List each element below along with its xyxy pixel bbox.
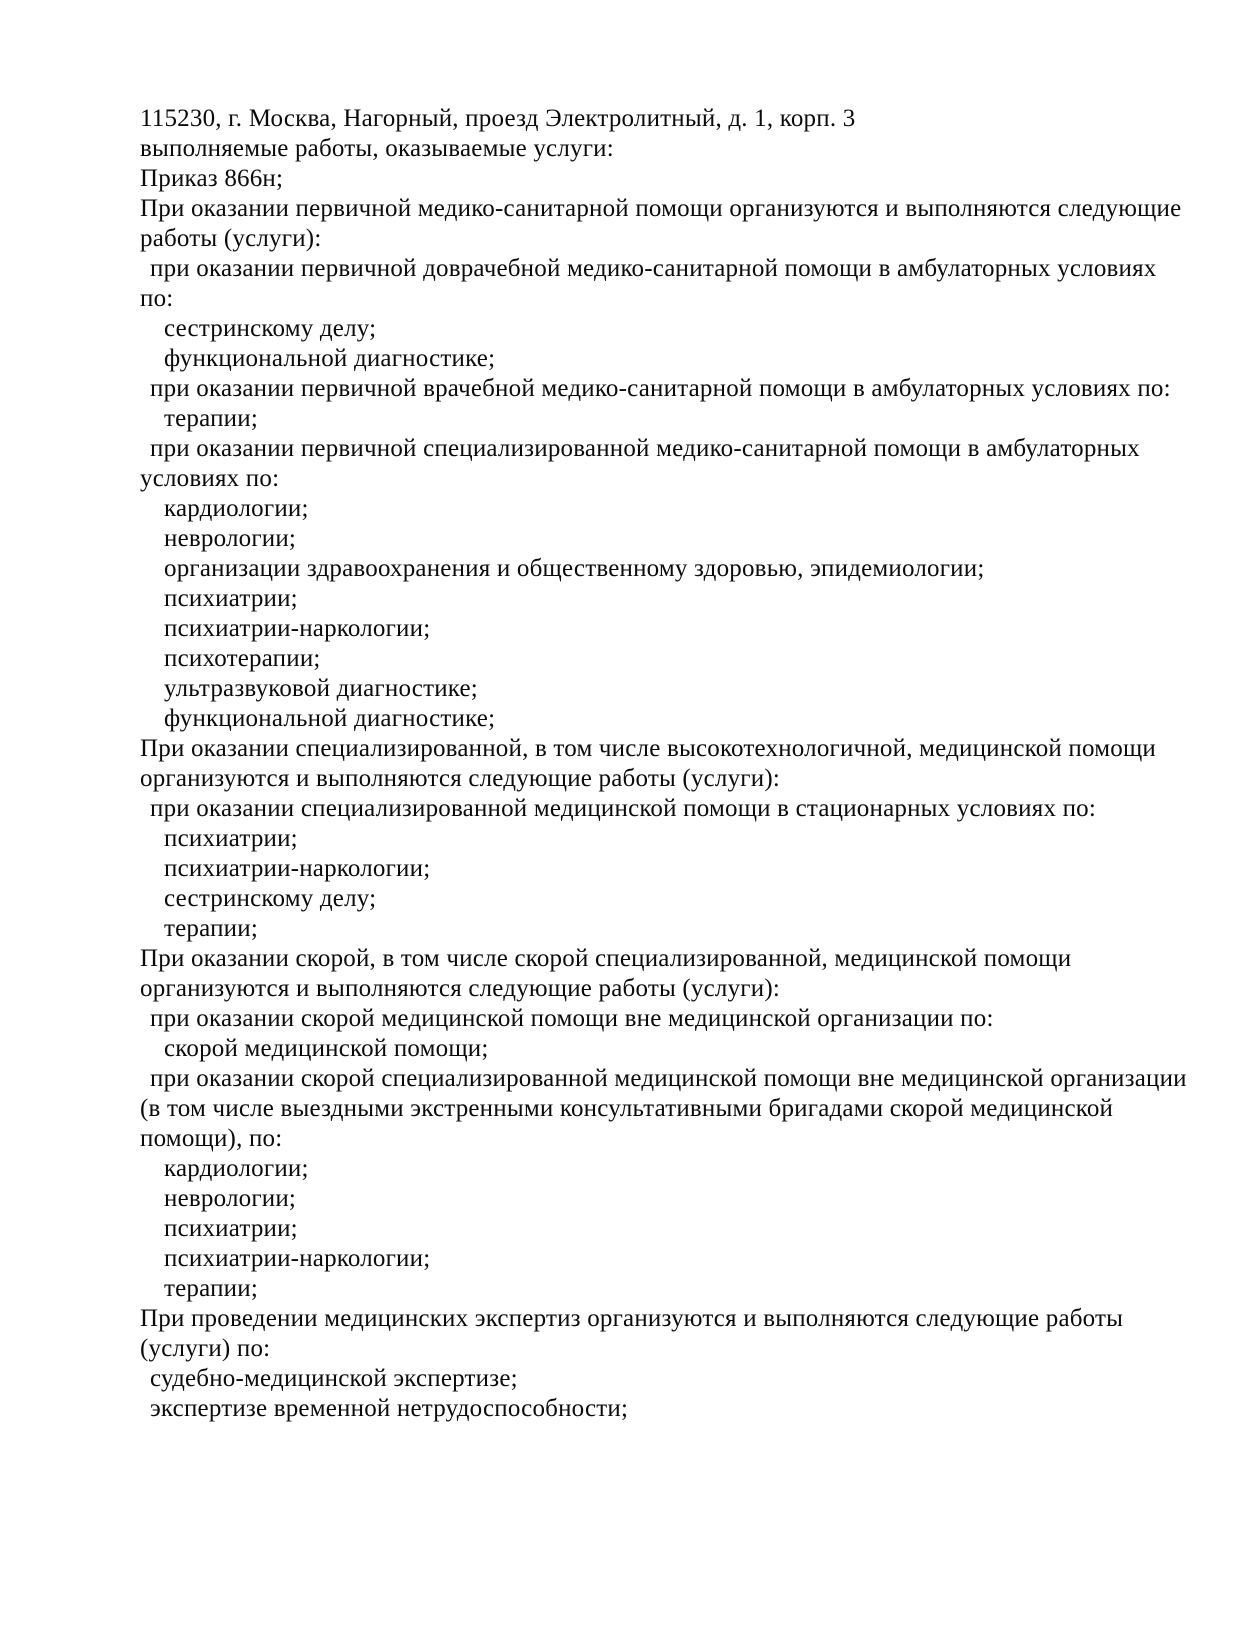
text-line: психиатрии-наркологии; — [164, 615, 431, 642]
text-line: при оказании первичной врачебной медико-санитарной помощи в амбулаторных условиях по: — [150, 375, 1171, 402]
text-line: организации здравоохранения и общественному здоровью, эпидемиологии; — [164, 555, 985, 582]
text-line: Приказ 866н; — [140, 165, 284, 192]
text-line: неврологии; — [164, 525, 297, 552]
text-line: сестринскому делу; — [164, 315, 377, 342]
text-line: психиатрии; — [164, 585, 298, 612]
text-line: терапии; — [164, 915, 258, 942]
works-and-services-text — [140, 104, 1187, 1424]
text-line: работы (услуги): — [140, 225, 322, 252]
text-line: экспертизе временной нетрудоспособности; — [150, 1395, 629, 1422]
text-line: функциональной диагностике; — [164, 705, 496, 732]
text-line: психиатрии; — [164, 825, 298, 852]
text-line: при оказании первичной доврачебной медико-санитарной помощи в амбулаторных условиях — [150, 255, 1157, 282]
text-line: При проведении медицинских экспертиз организуются и выполняются следующие работы — [140, 1305, 1124, 1332]
text-line: организуются и выполняются следующие работы (услуги): — [140, 975, 781, 1002]
text-line: психиатрии-наркологии; — [164, 855, 431, 882]
text-line: 115230, г. Москва, Нагорный, проезд Электролитный, д. 1, корп. 3 — [140, 105, 856, 132]
text-line: ультразвуковой диагностике; — [164, 675, 478, 702]
text-line: психиатрии; — [164, 1215, 298, 1242]
text-line: судебно-медицинской экспертизе; — [150, 1365, 518, 1392]
text-line: кардиологии; — [164, 495, 309, 522]
text-line: кардиологии; — [164, 1155, 309, 1182]
text-line: организуются и выполняются следующие работы (услуги): — [140, 765, 781, 792]
text-line: по: — [140, 285, 174, 312]
text-line: (услуги) по: — [140, 1335, 271, 1362]
text-line: При оказании скорой, в том числе скорой специализированной, медицинской помощи — [140, 945, 1072, 972]
text-line: терапии; — [164, 405, 258, 432]
text-line: скорой медицинской помощи; — [164, 1035, 489, 1062]
text-line: При оказании первичной медико-санитарной помощи организуются и выполняются следующие — [140, 195, 1182, 222]
text-line: при оказании скорой медицинской помощи вне медицинской организации по: — [150, 1005, 994, 1032]
text-line: терапии; — [164, 1275, 258, 1302]
text-line: функциональной диагностике; — [164, 345, 496, 372]
text-line: при оказании специализированной медицинской помощи в стационарных условиях по: — [150, 795, 1097, 822]
text-line: при оказании первичной специализированной медико-санитарной помощи в амбулаторных — [150, 435, 1140, 462]
text-line: сестринскому делу; — [164, 885, 377, 912]
text-line: (в том числе выездными экстренными консультативными бригадами скорой медицинской — [140, 1095, 1114, 1122]
text-line: помощи), по: — [140, 1125, 283, 1152]
text-line: психотерапии; — [164, 645, 321, 672]
text-line: условиях по: — [140, 465, 280, 492]
text-line: При оказании специализированной, в том числе высокотехнологичной, медицинской помощи — [140, 735, 1156, 762]
text-line: при оказании скорой специализированной медицинской помощи вне медицинской организации — [150, 1065, 1187, 1092]
text-line: выполняемые работы, оказываемые услуги: — [140, 135, 614, 162]
text-line: психиатрии-наркологии; — [164, 1245, 431, 1272]
text-line: неврологии; — [164, 1185, 297, 1212]
